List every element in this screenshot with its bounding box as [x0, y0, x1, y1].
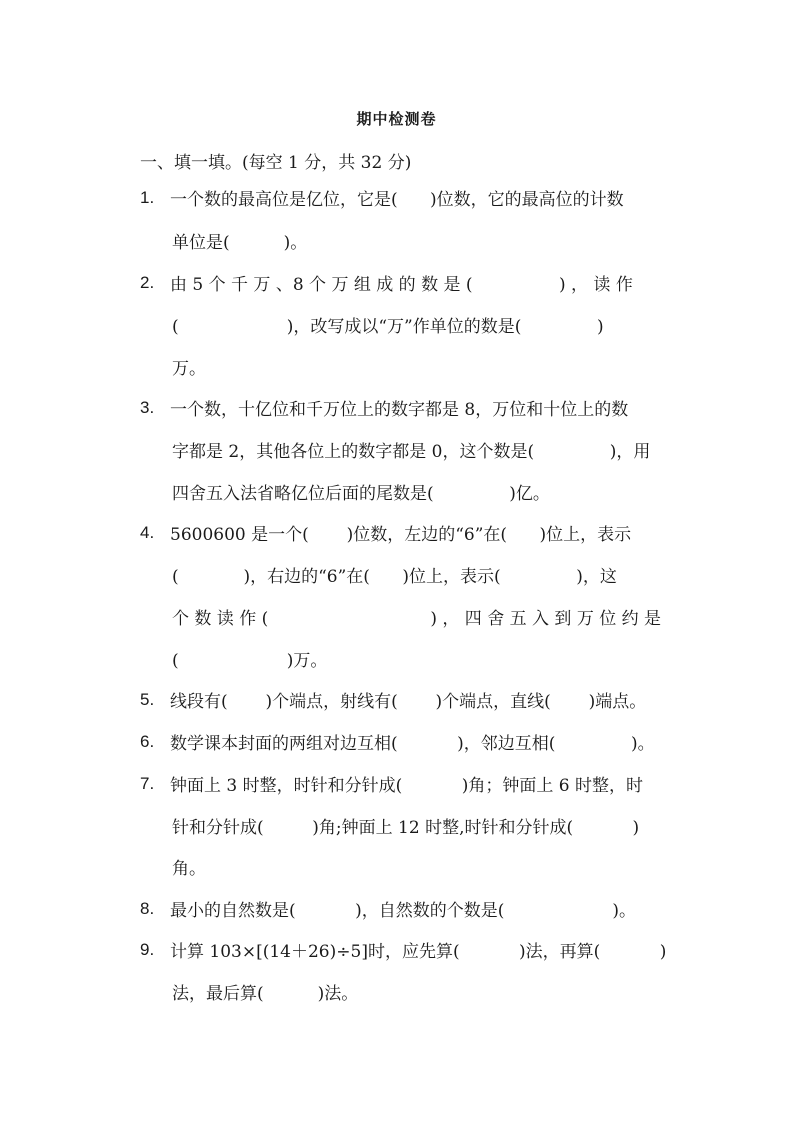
page-title: 期中检测卷 [356, 110, 437, 128]
question-2-line-2: ( )，改写成以“万”作单位的数是( ) [172, 317, 604, 337]
question-3-line-2: 字都是 2，其他各位上的数字都是 0，这个数是( )，用 [172, 442, 651, 462]
question-9-line-1: 计算 103×[(14＋26)÷5]时，应先算( )法，再算( ) [170, 942, 667, 962]
question-number: 6. [140, 732, 155, 751]
question-number: 3. [140, 398, 155, 417]
question-7-line-1: 钟面上 3 时整，时针和分针成( )角；钟面上 6 时整，时 [170, 776, 643, 796]
question-4-line-2: ( )，右边的“6”在( )位上，表示( )，这 [172, 567, 617, 587]
question-6-line-1: 数学课本封面的两组对边互相( )，邻边互相( )。 [170, 734, 655, 754]
question-number: 4. [140, 523, 155, 542]
question-4-line-1: 5600600 是一个( )位数，左边的“6”在( )位上，表示 [170, 525, 632, 545]
section-heading: 一、填一填。(每空 1 分，共 32 分) [140, 153, 412, 173]
question-5-line-1: 线段有( )个端点，射线有( )个端点，直线( )端点。 [170, 692, 647, 712]
question-number: 7. [140, 774, 155, 793]
question-3-line-1: 一个数，十亿位和千万位上的数字都是 8，万位和十位上的数 [170, 400, 629, 420]
question-number: 8. [140, 899, 155, 918]
question-number: 9. [140, 940, 155, 959]
question-4-line-4: ( )万。 [172, 651, 328, 671]
question-number: 2. [140, 273, 155, 292]
question-3-line-3: 四舍五入法省略亿位后面的尾数是( )亿。 [172, 484, 550, 504]
question-8-line-1: 最小的自然数是( )，自然数的个数是( )。 [170, 901, 637, 921]
question-1-line-1: 一个数的最高位是亿位，它是( )位数，它的最高位的计数 [170, 190, 624, 210]
question-2-line-3: 万。 [172, 359, 206, 379]
question-2-line-1: 由 5 个 千 万 、8 个 万 组 成 的 数 是 ( ) ， 读 作 [170, 275, 633, 295]
question-4-line-3: 个 数 读 作 ( ) ， 四 舍 五 入 到 万 位 约 是 [172, 609, 662, 629]
question-9-line-2: 法，最后算( )法。 [172, 984, 359, 1004]
question-number: 5. [140, 690, 155, 709]
question-7-line-3: 角。 [172, 859, 206, 879]
question-1-line-2: 单位是( )。 [172, 233, 308, 253]
question-7-line-2: 针和分针成( )角;钟面上 12 时整,时针和分针成( ) [172, 818, 640, 838]
question-number: 1. [140, 188, 155, 207]
